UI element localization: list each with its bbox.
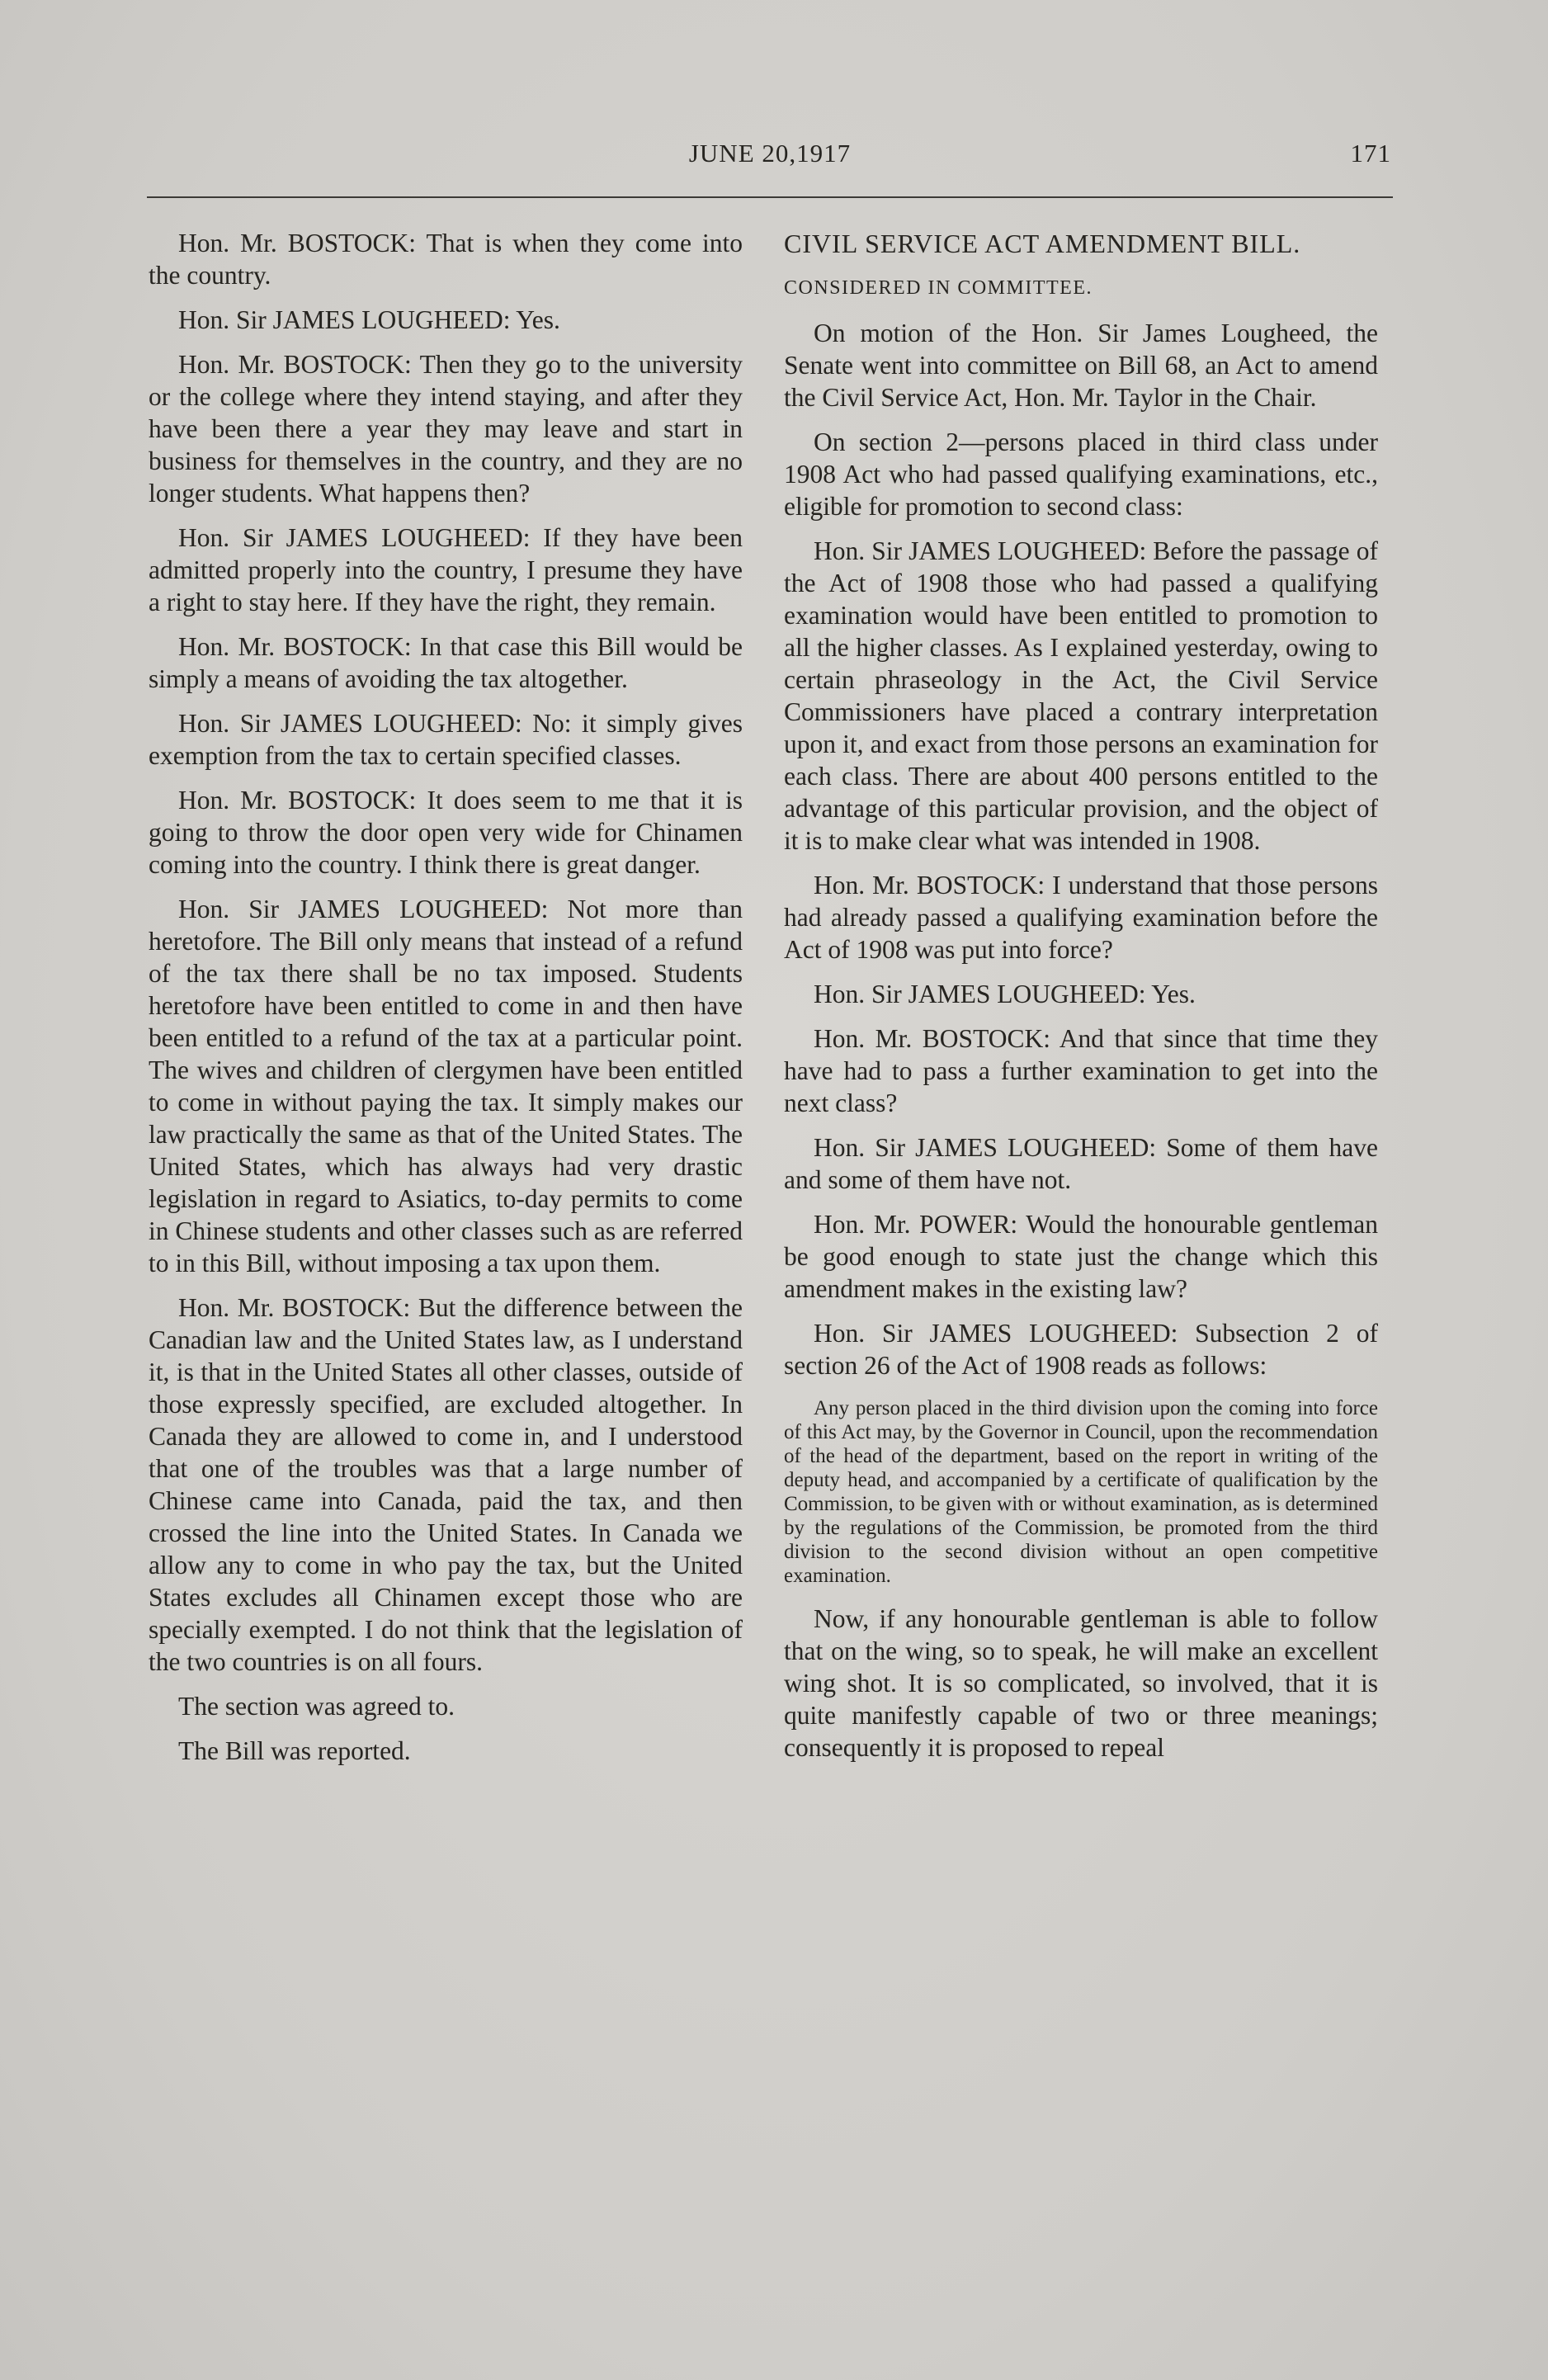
paragraph: Hon. Sir JAMES LOUGHEED: Not more than heretofore. The Bill only means that instead of a refund of the tax there shall be no tax imposed. Students heretofore have been entitled to come in and then have been entitled to a refund of the tax at a particular point. The wives and children of clergymen have been entitled to come in without paying the tax. It simply makes our law practically the same as that of the United States. The United States, which has always had very drastic legislation in regard to Asiatics, to-day permits to come in Chinese students and other classes such as are referred to in this Bill, without imposing a tax upon them.: [149, 895, 743, 1277]
paragraph: Hon. Mr. POWER: Would the honourable gentleman be good enough to state just the change which this amendment makes in the existing law?: [784, 1210, 1378, 1303]
page-number: 171: [1350, 139, 1391, 168]
quoted-statute: Any person placed in the third division upon the coming into force of this Act may, by the Governor in Council, upon the recommendation of the head of the department, based on the report in writing of the deputy head, and accompanied by a certificate of qualification by the Commission, to be given with or without examination, as is determined by the regulations of the Commission, be promoted from the third division to the second division without an open competitive examination.: [784, 1397, 1378, 1587]
paragraph: Hon. Mr. BOSTOCK: But the difference between the Canadian law and the United States law, as I understand it, is that in the United States all other classes, outside of those expressly specified, are excluded altogether. In Canada they are allowed to come in, and I understood that one of the troubles was that a large number of Chinese came into Canada, paid the tax, and then crossed the line into the United States. In Canada we allow any to come in who pay the tax, but the United States excludes all Chinamen except those who are specially exempted. I do not think that the legislation of the two countries is on all fours.: [149, 1293, 743, 1676]
page-header: [147, 139, 1393, 180]
paragraph: Hon. Mr. BOSTOCK: I understand that those persons had already passed a qualifying examination before the Act of 1908 was put into force?: [784, 871, 1378, 964]
paragraph: The section was agreed to.: [178, 1692, 455, 1721]
header-date: JUNE 20,1917: [688, 139, 852, 168]
paragraph: Hon. Mr. BOSTOCK: And that since that time they have had to pass a further examination to get into the next class?: [784, 1024, 1378, 1117]
paragraph: Hon. Sir JAMES LOUGHEED: Yes.: [178, 305, 560, 334]
paragraph: Hon. Mr. BOSTOCK: Then they go to the university or the college where they intend staying, and after they have been there a year they may leave and start in business for themselves in the country, and they are no longer students. What happens then?: [149, 350, 743, 508]
paragraph: Hon. Sir JAMES LOUGHEED: If they have been admitted properly into the country, I presume they have a right to stay here. If they have the right, they remain.: [149, 523, 743, 616]
paragraph: On section 2—persons placed in third class under 1908 Act who had passed qualifying examinations, etc., eligible for promotion to second class:: [784, 427, 1378, 521]
paragraph: Now, if any honourable gentleman is able to follow that on the wing, so to speak, he will make an excellent wing shot. It is so complicated, so involved, that it is quite manifestly capable of two or three meanings; consequently it is proposed to repeal: [784, 1604, 1378, 1762]
paragraph: Hon. Mr. BOSTOCK: In that case this Bill would be simply a means of avoiding the tax altogether.: [149, 632, 743, 693]
section-subtitle: CONSIDERED IN COMMITTEE.: [784, 277, 1093, 299]
paragraph: On motion of the Hon. Sir James Lougheed, the Senate went into committee on Bill 68, an Act to amend the Civil Service Act, Hon. Mr. Taylor in the Chair.: [784, 319, 1378, 412]
paragraph: Hon. Mr. BOSTOCK: It does seem to me that it is going to throw the door open very wide for Chinamen coming into the country. I think there is great danger.: [149, 786, 743, 879]
paragraph: Hon. Mr. BOSTOCK: That is when they come into the country.: [149, 229, 743, 290]
paragraph: Hon. Sir JAMES LOUGHEED: No: it simply gives exemption from the tax to certain specified classes.: [149, 709, 743, 770]
section-title: CIVIL SERVICE ACT AMENDMENT BILL.: [784, 229, 1301, 258]
left-column: [149, 227, 743, 1779]
paragraph: Hon. Sir JAMES LOUGHEED: Some of them have and some of them have not.: [784, 1133, 1378, 1194]
header-rule: [147, 196, 1393, 198]
paragraph: Hon. Sir JAMES LOUGHEED: Yes.: [814, 980, 1196, 1008]
paragraph: Hon. Sir JAMES LOUGHEED: Subsection 2 of section 26 of the Act of 1908 reads as follows:: [784, 1319, 1378, 1380]
paragraph: The Bill was reported.: [178, 1736, 411, 1765]
right-column: [784, 227, 1378, 1776]
paragraph: Hon. Sir JAMES LOUGHEED: Before the passage of the Act of 1908 those who had passed a qualifying examination would have been entitled to promotion to all the higher classes. As I explained yesterday, owing to certain phraseology in the Act, the Civil Service Commissioners have placed a contrary interpretation upon it, and exact from those persons an examination for each class. There are about 400 persons entitled to the advantage of this particular provision, and the object of it is to make clear what was intended in 1908.: [784, 536, 1378, 855]
